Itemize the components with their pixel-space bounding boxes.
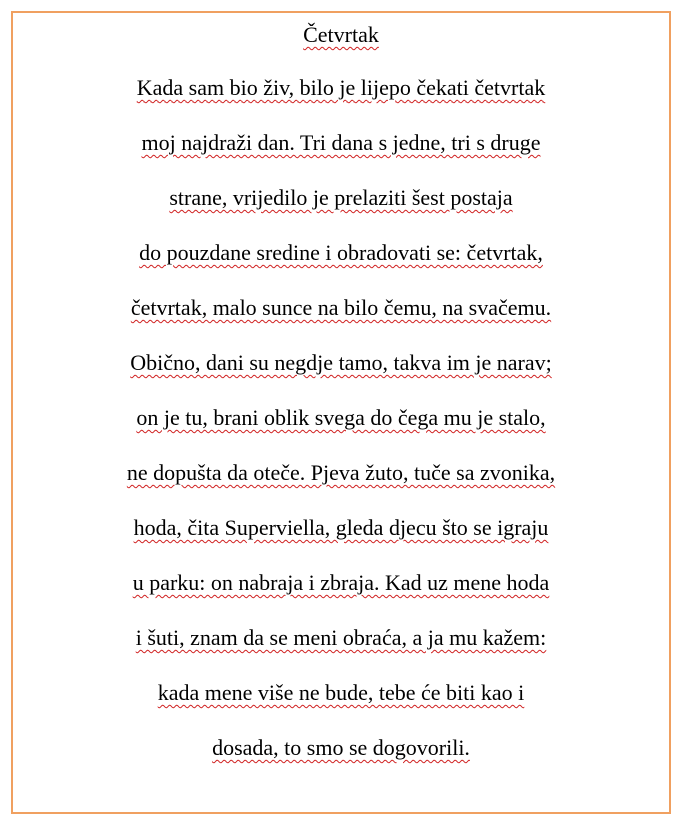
poem-line: četvrtak, malo sunce na bilo čemu, na svačemu. (130, 295, 552, 320)
poem-line: Kada sam bio živ, bilo je lijepo čekati četvrtak (136, 75, 546, 100)
document-page (11, 11, 671, 814)
poem-line: moj najdraži dan. Tri dana s jedne, tri s druge (141, 130, 541, 155)
poem-line: kada mene više ne bude, tebe će biti kao i (157, 680, 525, 705)
poem-line: u parku: on nabraja i zbraja. Kad uz mene hoda (132, 570, 550, 595)
poem-line: ne dopušta da oteče. Pjeva žuto, tuče sa zvonika, (126, 460, 556, 485)
poem-body (13, 75, 669, 790)
poem-line: do pouzdane sredine i obradovati se: četvrtak, (139, 240, 543, 265)
poem-line: hoda, čita Superviella, gleda djecu što se igraju (133, 515, 549, 540)
poem-title: Četvrtak (303, 22, 379, 47)
poem-line: dosada, to smo se dogovorili. (212, 735, 470, 760)
poem-line: on je tu, brani oblik svega do čega mu je stalo, (136, 405, 546, 430)
poem-line: i šuti, znam da se meni obraća, a ja mu kažem: (135, 625, 547, 650)
poem-line: strane, vrijedilo je prelaziti šest postaja (169, 185, 513, 210)
poem-line: Obično, dani su negdje tamo, takva im je narav; (130, 350, 552, 375)
